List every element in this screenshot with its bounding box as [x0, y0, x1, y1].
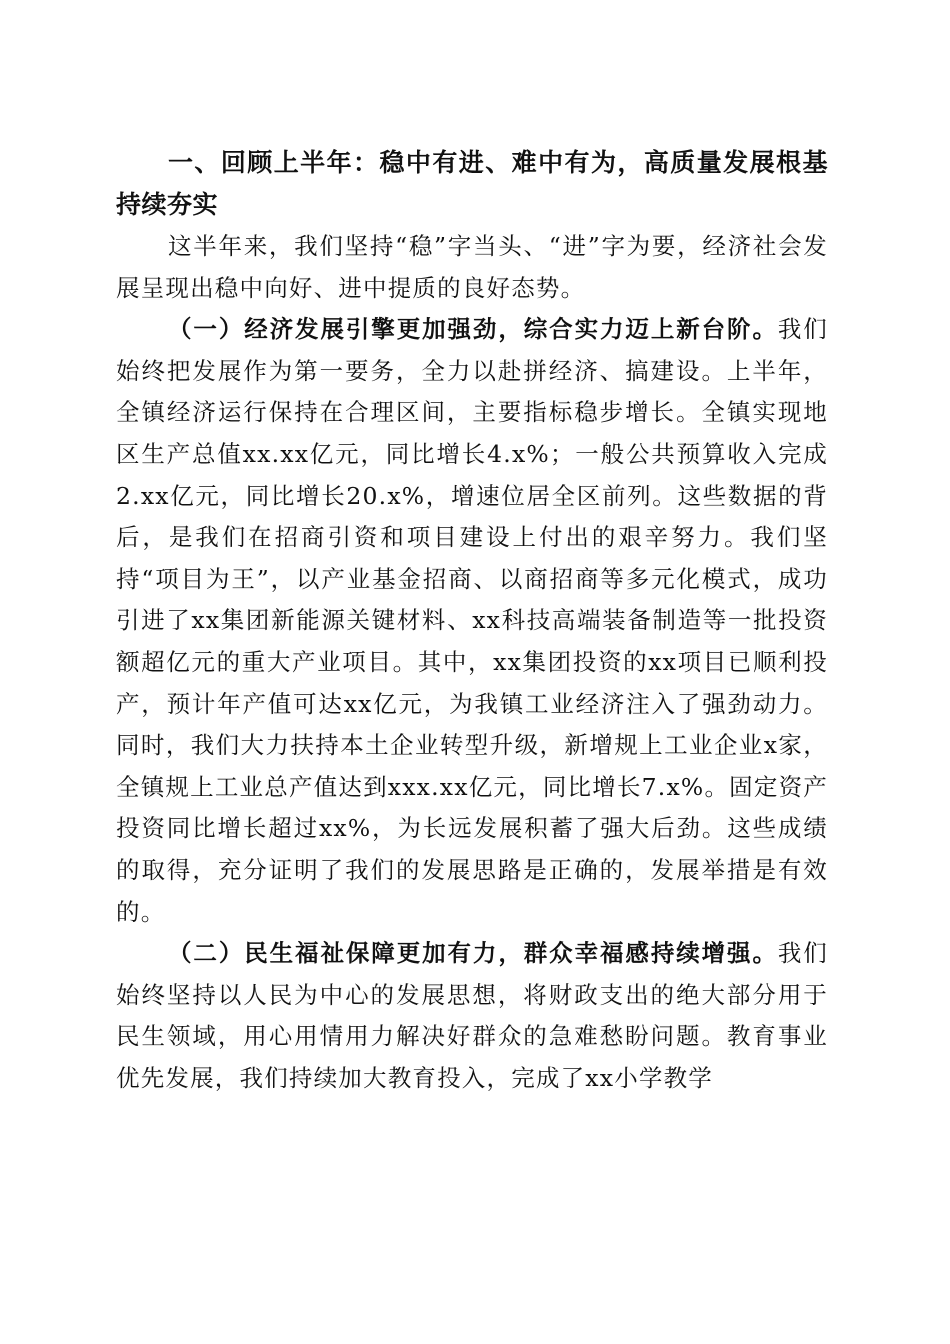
paragraph-economy-text: 我们始终把发展作为第一要务，全力以赴拼经济、搞建设。上半年，全镇经济运行保持在合理区间，主要指标稳步增长。全镇实现地区生产总值xx.xx亿元，同比增长4.x%；一般公共预算收入完成2.xx亿元，同比增长20.x%，增速位居全区前列。这些数据的背后，是我们在招商引资和项目建设上付出的艰辛努力。我们坚持“项目为王”，以产业基金招商、以商招商等多元化模式，成功引进了xx集团新能源关键材料、xx科技高端装备制造等一批投资额超亿元的重大产业项目。其中，xx集团投资的xx项目已顺利投产，预计年产值可达xx亿元，为我镇工业经济注入了强劲动力。同时，我们大力扶持本土企业转型升级，新增规上工业企业x家，全镇规上工业总产值达到xxx.xx亿元，同比增长7.x%。固定资产投资同比增长超过xx%，为长远发展积蓄了强大后劲。这些成绩的取得，充分证明了我们的发展思路是正确的，发展举措是有效的。	[116, 315, 828, 926]
paragraph-livelihood	[116, 933, 828, 1099]
subheading-livelihood: （二）民生福祉保障更加有力，群众幸福感持续增强。	[168, 939, 778, 968]
document-body	[116, 142, 828, 1099]
subheading-economy: （一）经济发展引擎更加强劲，综合实力迈上新台阶。	[168, 315, 778, 344]
intro-paragraph: 这半年来，我们坚持“稳”字当头、“进”字为要，经济社会发展呈现出稳中向好、进中提质的良好态势。	[116, 232, 828, 302]
paragraph-economy	[116, 309, 828, 933]
paragraph-livelihood-text: 我们始终坚持以人民为中心的发展思想，将财政支出的绝大部分用于民生领域，用心用情用力解决好群众的急难愁盼问题。教育事业优先发展，我们持续加大教育投入，完成了xx小学教学	[116, 939, 828, 1092]
section-heading: 一、回顾上半年：稳中有进、难中有为，高质量发展根基持续夯实	[116, 148, 828, 219]
